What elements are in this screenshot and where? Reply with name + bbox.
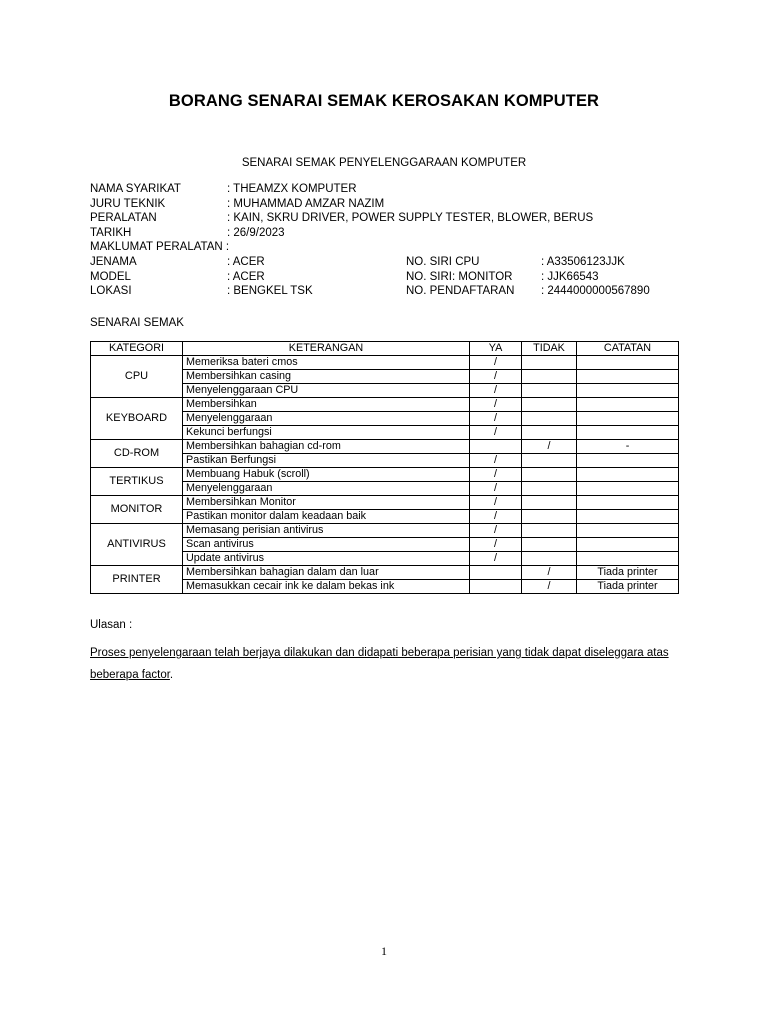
table-header-row [91, 342, 679, 356]
catatan-cell [577, 510, 679, 524]
tidak-cell: / [522, 580, 577, 594]
keterangan-cell: Membersihkan casing [183, 370, 470, 384]
catatan-cell [577, 412, 679, 426]
column-header-catatan: CATATAN [577, 342, 679, 356]
ya-cell: / [470, 538, 522, 552]
keterangan-cell: Menyelenggaraan [183, 412, 470, 426]
keterangan-cell: Memasukkan cecair ink ke dalam bekas ink [183, 580, 470, 594]
ya-cell: / [470, 524, 522, 538]
tidak-cell [522, 524, 577, 538]
info-label: NO. PENDAFTARAN [406, 285, 515, 298]
table-row [91, 566, 679, 580]
ulasan-label: Ulasan : [90, 619, 133, 631]
ulasan-body: Proses penyelengaraan telah berjaya dilakukan dan didapati beberapa perisian yang tidak dapat diseleggara atas beberapa factor [90, 647, 669, 681]
tidak-cell [522, 398, 577, 412]
catatan-cell: Tiada printer [577, 580, 679, 594]
info-label: MAKLUMAT PERALATAN : [90, 241, 230, 254]
keterangan-cell: Membersihkan [183, 398, 470, 412]
info-value: : ACER [227, 255, 265, 268]
catatan-cell [577, 468, 679, 482]
keterangan-cell: Menyelenggaraan [183, 482, 470, 496]
info-value: : THEAMZX KOMPUTER [227, 183, 357, 195]
keterangan-cell: Membersihkan bahagian cd-rom [183, 440, 470, 454]
keterangan-cell: Menyelenggaraan CPU [183, 384, 470, 398]
ya-cell: / [470, 412, 522, 426]
ya-cell: / [470, 496, 522, 510]
category-cell-tertikus: TERTIKUS [91, 468, 183, 496]
tidak-cell [522, 510, 577, 524]
table-row [91, 496, 679, 510]
table-row [91, 356, 679, 370]
catatan-cell [577, 384, 679, 398]
ya-cell: / [470, 426, 522, 440]
catatan-cell [577, 538, 679, 552]
category-cell-cdrom: CD-ROM [91, 440, 183, 468]
category-cell-printer: PRINTER [91, 566, 183, 594]
tidak-cell [522, 370, 577, 384]
column-header-keterangan: KETERANGAN [183, 342, 470, 356]
tidak-cell [522, 384, 577, 398]
tidak-cell [522, 482, 577, 496]
keterangan-cell: Pastikan Berfungsi [183, 454, 470, 468]
tidak-cell: / [522, 566, 577, 580]
catatan-cell [577, 356, 679, 370]
ya-cell: / [470, 356, 522, 370]
catatan-cell [577, 398, 679, 412]
keterangan-cell: Pastikan monitor dalam keadaan baik [183, 510, 470, 524]
ya-cell: / [470, 370, 522, 384]
tidak-cell [522, 454, 577, 468]
info-value: : 2444000000567890 [541, 285, 650, 298]
info-label: JURU TEKNIK [90, 197, 166, 210]
ulasan-text [90, 642, 680, 686]
ya-cell: / [470, 482, 522, 496]
catatan-cell [577, 370, 679, 384]
category-cell-antivirus: ANTIVIRUS [91, 524, 183, 566]
tidak-cell [522, 468, 577, 482]
ya-cell: / [470, 454, 522, 468]
category-cell-keyboard: KEYBOARD [91, 398, 183, 440]
info-label: NO. SIRI CPU [406, 255, 480, 268]
info-label: MODEL [90, 270, 131, 283]
info-value: : A33506123JJK [541, 255, 625, 268]
info-label: NAMA SYARIKAT [90, 183, 181, 195]
catatan-cell [577, 454, 679, 468]
catatan-cell [577, 496, 679, 510]
ya-cell: / [470, 398, 522, 412]
info-label: LOKASI [90, 285, 132, 298]
table-row [91, 468, 679, 482]
ya-cell: / [470, 468, 522, 482]
ya-cell: / [470, 552, 522, 566]
page-number: 1 [381, 944, 387, 958]
catatan-cell [577, 524, 679, 538]
keterangan-cell: Memasang perisian antivirus [183, 524, 470, 538]
catatan-cell: Tiada printer [577, 566, 679, 580]
keterangan-cell: Scan antivirus [183, 538, 470, 552]
catatan-cell [577, 482, 679, 496]
tidak-cell: / [522, 440, 577, 454]
info-label: PERALATAN [90, 212, 157, 225]
catatan-cell [577, 426, 679, 440]
ya-cell [470, 566, 522, 580]
info-value: : ACER [227, 270, 265, 283]
ya-cell [470, 580, 522, 594]
ya-cell: / [470, 510, 522, 524]
info-label: JENAMA [90, 255, 137, 268]
info-value: : 26/9/2023 [227, 226, 285, 239]
tidak-cell [522, 356, 577, 370]
info-value: : KAIN, SKRU DRIVER, POWER SUPPLY TESTER, BLOWER, BERUS [227, 212, 594, 225]
document-subtitle: SENARAI SEMAK PENYELENGGARAAN KOMPUTER [241, 157, 527, 169]
ya-cell [470, 440, 522, 454]
keterangan-cell: Memeriksa bateri cmos [183, 356, 470, 370]
info-value: : JJK66543 [541, 270, 599, 283]
info-value: : MUHAMMAD AMZAR NAZIM [227, 197, 385, 210]
keterangan-cell: Kekunci berfungsi [183, 426, 470, 440]
checklist-section-label: SENARAI SEMAK [90, 317, 184, 329]
keterangan-cell: Membersihkan bahagian dalam dan luar [183, 566, 470, 580]
catatan-cell: - [577, 440, 679, 454]
info-value: : BENGKEL TSK [227, 285, 313, 298]
keterangan-cell: Update antivirus [183, 552, 470, 566]
tidak-cell [522, 426, 577, 440]
document-title: BORANG SENARAI SEMAK KEROSAKAN KOMPUTER [168, 92, 600, 110]
keterangan-cell: Membuang Habuk (scroll) [183, 468, 470, 482]
checklist-table [90, 341, 679, 594]
info-label: TARIKH [90, 226, 132, 239]
column-header-ya: YA [470, 342, 522, 356]
ulasan-end-punct: . [169, 669, 174, 681]
keterangan-cell: Membersihkan Monitor [183, 496, 470, 510]
table-row [91, 398, 679, 412]
column-header-kategori: KATEGORI [91, 342, 183, 356]
tidak-cell [522, 412, 577, 426]
tidak-cell [522, 496, 577, 510]
ya-cell: / [470, 384, 522, 398]
catatan-cell [577, 552, 679, 566]
table-row [91, 440, 679, 454]
table-row [91, 524, 679, 538]
info-label: NO. SIRI: MONITOR [406, 270, 513, 283]
category-cell-monitor: MONITOR [91, 496, 183, 524]
category-cell-cpu: CPU [91, 356, 183, 398]
column-header-tidak: TIDAK [522, 342, 577, 356]
tidak-cell [522, 538, 577, 552]
tidak-cell [522, 552, 577, 566]
